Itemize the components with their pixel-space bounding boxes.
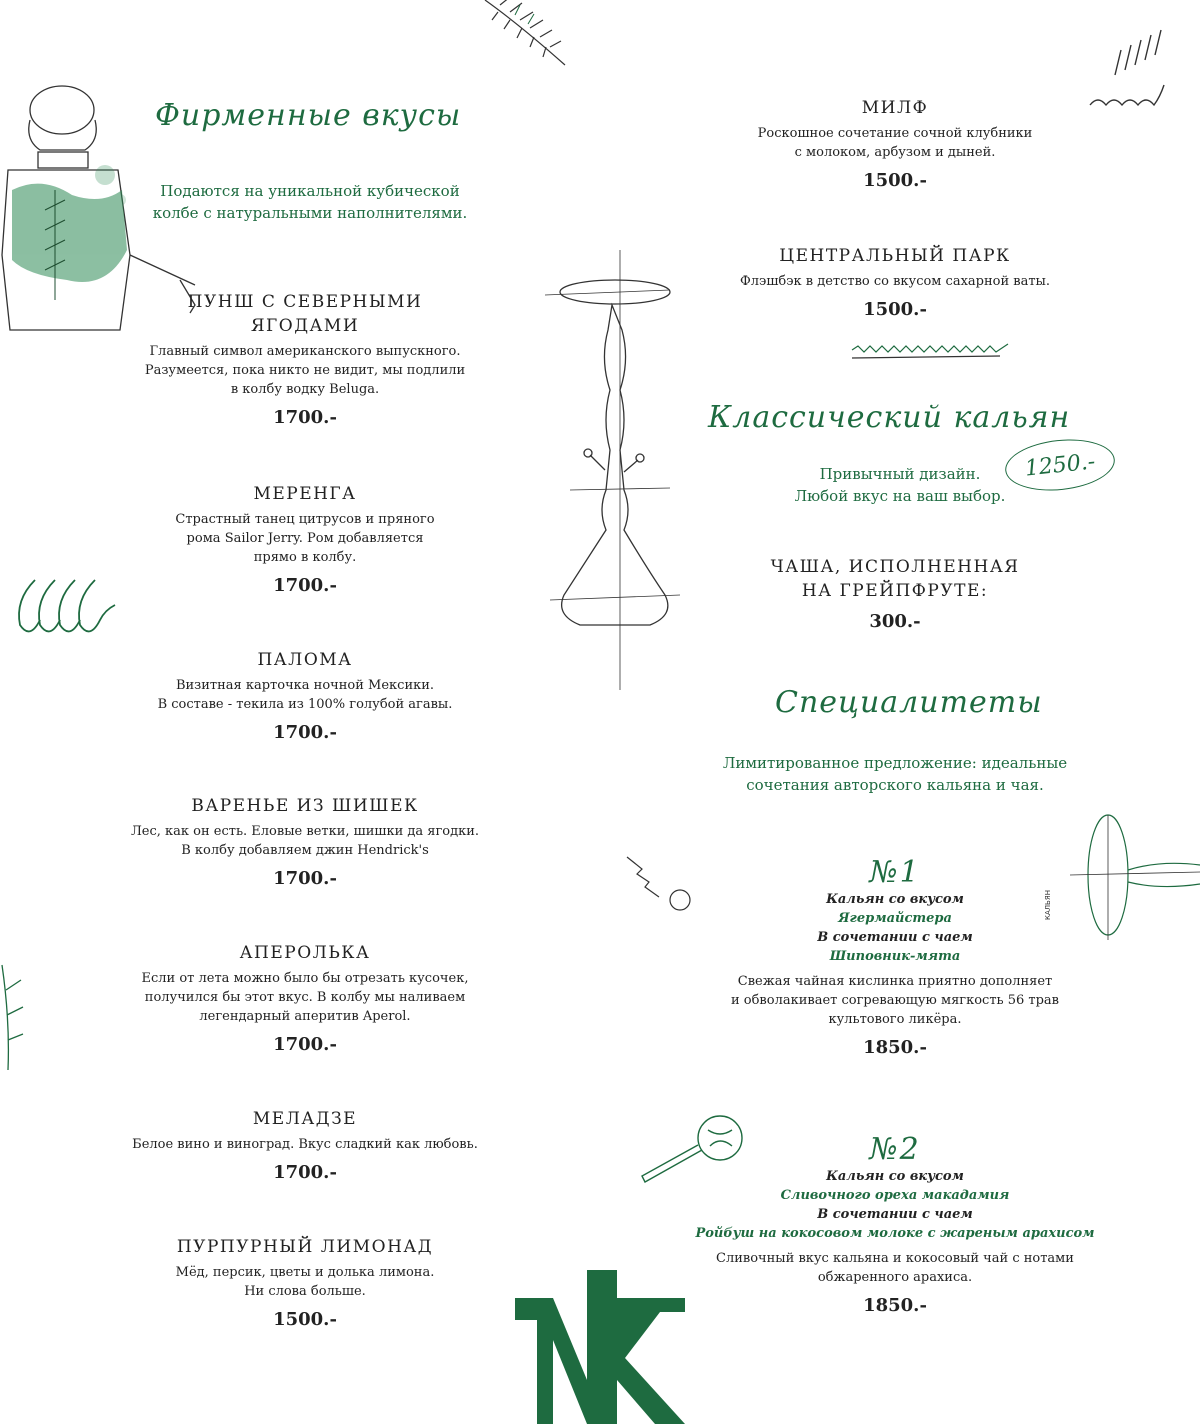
item-name: ЧАША, ИСПОЛНЕННАЯ НА ГРЕЙПФРУТЕ: <box>770 557 1020 601</box>
intro-line: Привычный дизайн. <box>819 465 981 483</box>
specialties-title: Специалитеты <box>775 685 1043 720</box>
intro-line: Любой вкус на ваш выбор. <box>794 487 1006 505</box>
item-price: 1850.- <box>863 1037 927 1058</box>
menu-item <box>695 555 1095 632</box>
menu-item <box>105 648 505 743</box>
menu-item <box>695 244 1095 320</box>
item-price: 300.- <box>869 611 921 632</box>
item-price: 1500.- <box>863 170 927 191</box>
signature-intro <box>110 180 510 224</box>
item-price: 1700.- <box>273 1034 337 1055</box>
specialty-line: В сочетании с чаем <box>817 930 973 945</box>
item-description: Визитная карточка ночной Мексики. В составе - текила из 100% голубой агавы. <box>157 678 453 712</box>
item-price: 1700.- <box>273 722 337 743</box>
item-price: 1500.- <box>863 299 927 320</box>
menu-item <box>105 1235 505 1330</box>
menu-item <box>105 941 505 1055</box>
item-name: ПУНШ С СЕВЕРНЫМИ ЯГОДАМИ <box>187 292 423 336</box>
classic-title: Классический кальян <box>708 400 1071 435</box>
specialty-line: Ройбуш на кокосовом молоке с жареным арахисом <box>695 1226 1095 1241</box>
item-name: ЦЕНТРАЛЬНЫЙ ПАРК <box>779 246 1011 266</box>
specialty-item <box>695 855 1095 1058</box>
squiggle-icon <box>850 340 1020 365</box>
item-name: ПУРПУРНЫЙ ЛИМОНАД <box>176 1237 434 1257</box>
item-price: 1850.- <box>863 1295 927 1316</box>
classic-intro <box>690 463 1110 507</box>
item-description: Если от лета можно было бы отрезать кусочек, получился бы этот вкус. В колбу мы наливаем легендарный аперитив Aperol. <box>141 971 469 1024</box>
item-description: Свежая чайная кислинка приятно дополняет и обволакивает согревающую мягкость 56 трав культового ликёра. <box>730 974 1059 1027</box>
intro-line: Лимитированное предложение: идеальные <box>722 754 1068 772</box>
item-name: МИЛФ <box>861 98 929 118</box>
item-price: 1700.- <box>273 407 337 428</box>
item-price: 1700.- <box>273 1162 337 1183</box>
item-description: Главный символ американского выпускного. Разумеется, пока никто не видит, мы подлили в колбу водку Beluga. <box>144 344 466 397</box>
item-price: 1700.- <box>273 575 337 596</box>
specialty-line: Шиповник-мята <box>829 949 961 964</box>
item-name: МЕЛАДЗЕ <box>252 1109 358 1129</box>
menu-item <box>105 482 505 596</box>
menu-item <box>105 1107 505 1183</box>
item-description: Страстный танец цитрусов и пряного рома Sailor Jerry. Ром добавляется прямо в колбу. <box>175 512 435 565</box>
item-description: Лес, как он есть. Еловые ветки, шишки да ягодки. В колбу добавляем джин Hendrick's <box>130 824 480 858</box>
specialty-number: №2 <box>869 1132 921 1167</box>
menu-item <box>695 96 1095 191</box>
item-description: Сливочный вкус кальяна и кокосовый чай с нотами обжаренного арахиса. <box>716 1251 1074 1285</box>
scribble-icon <box>1085 25 1175 115</box>
menu-item <box>105 794 505 889</box>
item-price: 1500.- <box>273 1309 337 1330</box>
svg-text:КАЛЬЯН: КАЛЬЯН <box>1044 890 1052 920</box>
pine-branch-icon <box>480 0 590 75</box>
hookah-icon <box>540 250 670 690</box>
specialty-line: Ягермайстера <box>838 911 952 926</box>
intro-line: сочетания авторского кальяна и чая. <box>746 776 1044 794</box>
item-name: АПЕРОЛЬКА <box>239 943 371 963</box>
item-price: 1700.- <box>273 868 337 889</box>
logo-monogram <box>515 1270 690 1424</box>
item-name: МЕРЕНГА <box>253 484 357 504</box>
scribble-icon <box>625 855 700 915</box>
specialty-number: №1 <box>869 855 921 890</box>
specialty-line: Кальян со вкусом <box>826 892 964 907</box>
specialties-intro <box>675 752 1115 796</box>
price-tag-text: 1250.- <box>1023 448 1097 482</box>
intro-line: Подаются на уникальной кубической <box>160 182 460 200</box>
leaf-branch-icon <box>0 960 30 1075</box>
item-name: ПАЛОМА <box>257 650 353 670</box>
item-description: Флэшбэк в детство со вкусом сахарной ваты. <box>739 274 1051 289</box>
item-name: ВАРЕНЬЕ ИЗ ШИШЕК <box>191 796 419 816</box>
specialty-item <box>675 1132 1115 1316</box>
item-description: Роскошное сочетание сочной клубники с молоком, арбузом и дыней. <box>757 126 1033 160</box>
scribble-icon <box>10 570 120 645</box>
item-description: Мёд, персик, цветы и долька лимона. Ни слова больше. <box>175 1265 435 1299</box>
signature-title: Фирменные вкусы <box>155 98 462 133</box>
specialty-line: В сочетании с чаем <box>817 1207 973 1222</box>
specialty-line: Сливочного ореха макадамия <box>780 1188 1010 1203</box>
specialty-line: Кальян со вкусом <box>826 1169 964 1184</box>
menu-item <box>105 290 505 428</box>
item-description: Белое вино и виноград. Вкус сладкий как любовь. <box>132 1137 478 1152</box>
intro-line: колбе с натуральными наполнителями. <box>152 204 468 222</box>
